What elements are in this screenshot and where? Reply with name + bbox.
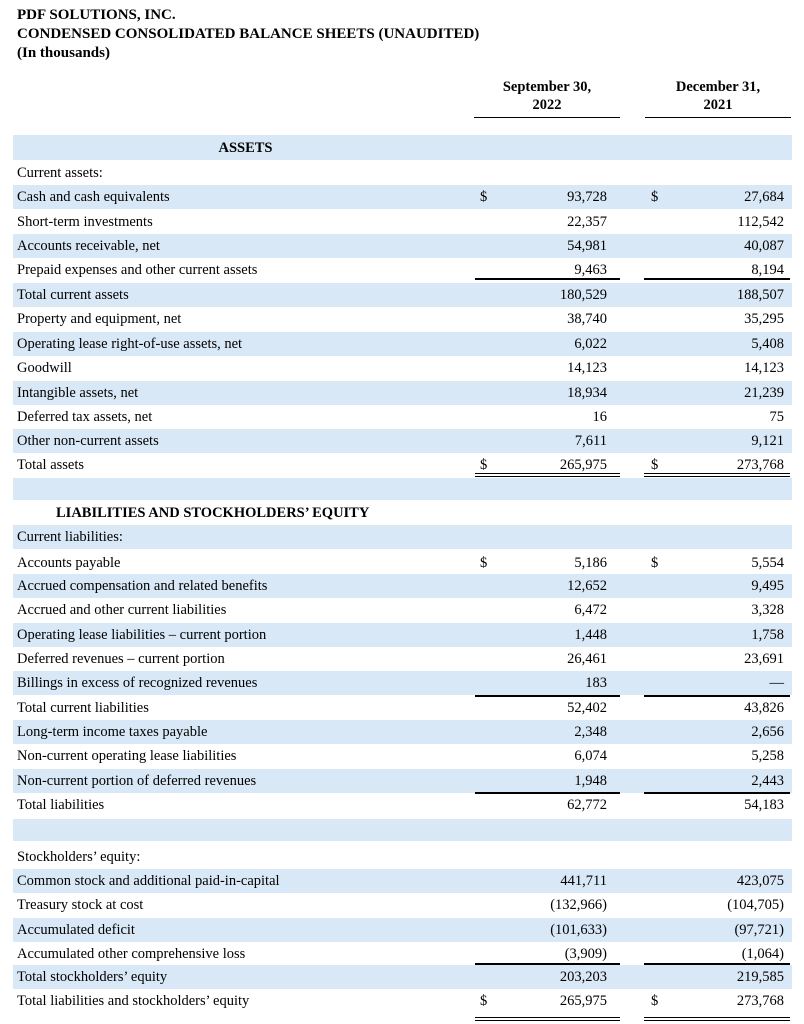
value-sep-2022: 9,463 xyxy=(574,262,607,278)
table-row xyxy=(13,525,792,549)
value-dec-2021: 54,183 xyxy=(744,797,784,813)
table-row xyxy=(13,869,792,893)
total-rule xyxy=(644,792,790,794)
total-rule xyxy=(644,695,790,697)
value-dec-2021: 9,495 xyxy=(751,578,784,594)
row-label: Non-current portion of deferred revenues xyxy=(17,773,257,789)
table-row xyxy=(13,769,792,793)
row-label: Operating lease right-of-use assets, net xyxy=(17,336,243,352)
row-label: Total liabilities and stockholders’ equity xyxy=(17,993,250,1009)
currency-symbol: $ xyxy=(651,555,659,571)
total-rule xyxy=(475,695,620,697)
value-sep-2022: 14,123 xyxy=(567,360,607,376)
value-sep-2022: 16 xyxy=(592,409,607,425)
currency-symbol: $ xyxy=(480,457,488,473)
table-row xyxy=(13,720,792,744)
statement-title: CONDENSED CONSOLIDATED BALANCE SHEETS (UNAUDITED) xyxy=(17,26,480,42)
row-label: Deferred tax assets, net xyxy=(17,409,153,425)
total-rule xyxy=(475,1017,620,1021)
value-sep-2022: 7,611 xyxy=(574,433,607,449)
value-dec-2021: 8,194 xyxy=(751,262,784,278)
table-row xyxy=(13,623,792,647)
company-name: PDF SOLUTIONS, INC. xyxy=(17,7,176,23)
value-sep-2022: 2,348 xyxy=(574,724,607,740)
value-dec-2021: 35,295 xyxy=(744,311,784,327)
row-label: Cash and cash equivalents xyxy=(17,189,170,205)
column-header-line2: 2022 xyxy=(532,97,562,113)
row-label: Accumulated deficit xyxy=(17,922,135,938)
table-row xyxy=(13,381,792,405)
total-rule xyxy=(475,792,620,794)
table-row xyxy=(13,551,792,575)
value-dec-2021: — xyxy=(769,675,784,691)
table-row xyxy=(13,744,792,768)
table-row xyxy=(13,210,792,234)
row-label: Total current liabilities xyxy=(17,700,149,716)
column-header-sep-2022 xyxy=(472,78,622,114)
value-dec-2021: 219,585 xyxy=(736,969,784,985)
table-row xyxy=(13,429,792,453)
value-sep-2022: 1,448 xyxy=(574,627,607,643)
value-sep-2022: 26,461 xyxy=(567,651,607,667)
value-sep-2022: 203,203 xyxy=(559,969,607,985)
total-rule xyxy=(644,278,790,280)
row-label: Accounts receivable, net xyxy=(17,238,160,254)
value-dec-2021: 3,328 xyxy=(751,602,784,618)
table-row xyxy=(13,234,792,258)
value-sep-2022: 62,772 xyxy=(567,797,607,813)
row-label: Current assets: xyxy=(17,165,103,181)
value-sep-2022: 180,529 xyxy=(559,287,607,303)
value-sep-2022: 441,711 xyxy=(560,873,607,889)
table-row xyxy=(13,989,792,1013)
value-dec-2021: 273,768 xyxy=(736,993,784,1009)
value-sep-2022: 6,022 xyxy=(574,336,607,352)
table-row xyxy=(13,793,792,817)
row-label: Accounts payable xyxy=(17,555,121,571)
table-row xyxy=(13,918,792,942)
row-label: Intangible assets, net xyxy=(17,385,139,401)
row-label: Deferred revenues – current portion xyxy=(17,651,225,667)
total-rule xyxy=(475,473,620,477)
row-label: Stockholders’ equity: xyxy=(17,849,141,865)
table-row xyxy=(13,283,792,307)
row-label: Non-current operating lease liabilities xyxy=(17,748,237,764)
value-dec-2021: 423,075 xyxy=(736,873,784,889)
row-label: Total assets xyxy=(17,457,85,473)
value-dec-2021: 23,691 xyxy=(744,651,784,667)
total-rule xyxy=(644,473,790,477)
table-row xyxy=(13,185,792,209)
value-dec-2021: 5,554 xyxy=(751,555,784,571)
value-sep-2022: 6,074 xyxy=(574,748,607,764)
row-label: Total stockholders’ equity xyxy=(17,969,168,985)
value-dec-2021: 43,826 xyxy=(744,700,784,716)
currency-symbol: $ xyxy=(480,189,488,205)
value-dec-2021: 112,542 xyxy=(737,214,784,230)
row-label: Short-term investments xyxy=(17,214,153,230)
row-label: Total liabilities xyxy=(17,797,105,813)
value-sep-2022: 54,981 xyxy=(567,238,607,254)
value-sep-2022: (3,909) xyxy=(564,946,607,962)
total-rule xyxy=(475,278,620,280)
value-sep-2022: 6,472 xyxy=(574,602,607,618)
value-dec-2021: 2,443 xyxy=(751,773,784,789)
row-label: Long-term income taxes payable xyxy=(17,724,208,740)
row-label: Operating lease liabilities – current portion xyxy=(17,627,267,643)
section-heading: ASSETS xyxy=(218,140,273,156)
table-row xyxy=(13,161,792,185)
value-sep-2022: 93,728 xyxy=(567,189,607,205)
value-dec-2021: (97,721) xyxy=(734,922,784,938)
total-rule xyxy=(475,963,620,965)
column-header-line1: September 30, xyxy=(502,79,592,95)
value-dec-2021: 27,684 xyxy=(744,189,784,205)
row-label: Accumulated other comprehensive loss xyxy=(17,946,246,962)
table-row xyxy=(13,845,792,869)
value-sep-2022: 38,740 xyxy=(567,311,607,327)
value-dec-2021: 40,087 xyxy=(744,238,784,254)
table-row xyxy=(13,405,792,429)
value-sep-2022: 18,934 xyxy=(567,385,607,401)
currency-symbol: $ xyxy=(651,993,659,1009)
value-dec-2021: 5,408 xyxy=(751,336,784,352)
value-sep-2022: 1,948 xyxy=(574,773,607,789)
spacer-row xyxy=(13,819,792,841)
value-sep-2022: 5,186 xyxy=(574,555,607,571)
value-dec-2021: 14,123 xyxy=(744,360,784,376)
table-row xyxy=(13,598,792,622)
value-sep-2022: 52,402 xyxy=(567,700,607,716)
row-label: Accrued and other current liabilities xyxy=(17,602,227,618)
total-rule xyxy=(644,1017,790,1021)
value-sep-2022: 22,357 xyxy=(567,214,607,230)
value-sep-2022: (132,966) xyxy=(550,897,607,913)
table-row xyxy=(13,671,792,695)
value-dec-2021: (1,064) xyxy=(741,946,784,962)
table-row xyxy=(13,647,792,671)
value-dec-2021: 75 xyxy=(769,409,784,425)
column-header-rule xyxy=(645,117,791,118)
table-row xyxy=(13,136,792,160)
table-row xyxy=(13,574,792,598)
table-row xyxy=(13,356,792,380)
value-dec-2021: 21,239 xyxy=(744,385,784,401)
table-row xyxy=(13,501,792,525)
currency-symbol: $ xyxy=(480,993,488,1009)
column-header-line1: December 31, xyxy=(675,79,761,95)
row-label: Other non-current assets xyxy=(17,433,159,449)
value-dec-2021: 5,258 xyxy=(751,748,784,764)
row-label: Prepaid expenses and other current assets xyxy=(17,262,258,278)
value-sep-2022: 265,975 xyxy=(559,993,607,1009)
currency-symbol: $ xyxy=(651,189,659,205)
row-label: Billings in excess of recognized revenues xyxy=(17,675,258,691)
value-dec-2021: 1,758 xyxy=(751,627,784,643)
value-dec-2021: 2,656 xyxy=(751,724,784,740)
spacer-row xyxy=(13,478,792,500)
value-sep-2022: 265,975 xyxy=(559,457,607,473)
row-label: Accrued compensation and related benefits xyxy=(17,578,268,594)
table-row xyxy=(13,307,792,331)
table-row xyxy=(13,893,792,917)
column-header-line2: 2021 xyxy=(703,97,733,113)
currency-symbol: $ xyxy=(651,457,659,473)
column-header-rule xyxy=(474,117,620,118)
column-header-dec-2021 xyxy=(643,78,793,114)
table-row xyxy=(13,965,792,989)
currency-symbol: $ xyxy=(480,555,488,571)
value-dec-2021: 273,768 xyxy=(736,457,784,473)
value-dec-2021: 9,121 xyxy=(751,433,784,449)
units-note: (In thousands) xyxy=(17,45,110,61)
row-label: Goodwill xyxy=(17,360,72,376)
value-dec-2021: (104,705) xyxy=(727,897,784,913)
value-sep-2022: 12,652 xyxy=(567,578,607,594)
row-label: Total current assets xyxy=(17,287,129,303)
total-rule xyxy=(644,963,790,965)
row-label: Common stock and additional paid-in-capital xyxy=(17,873,280,889)
value-sep-2022: (101,633) xyxy=(550,922,607,938)
table-row xyxy=(13,696,792,720)
row-label: Property and equipment, net xyxy=(17,311,182,327)
value-sep-2022: 183 xyxy=(585,675,607,691)
table-row xyxy=(13,332,792,356)
row-label: Current liabilities: xyxy=(17,529,123,545)
row-label: Treasury stock at cost xyxy=(17,897,144,913)
section-heading: LIABILITIES AND STOCKHOLDERS’ EQUITY xyxy=(56,505,370,521)
value-dec-2021: 188,507 xyxy=(736,287,784,303)
